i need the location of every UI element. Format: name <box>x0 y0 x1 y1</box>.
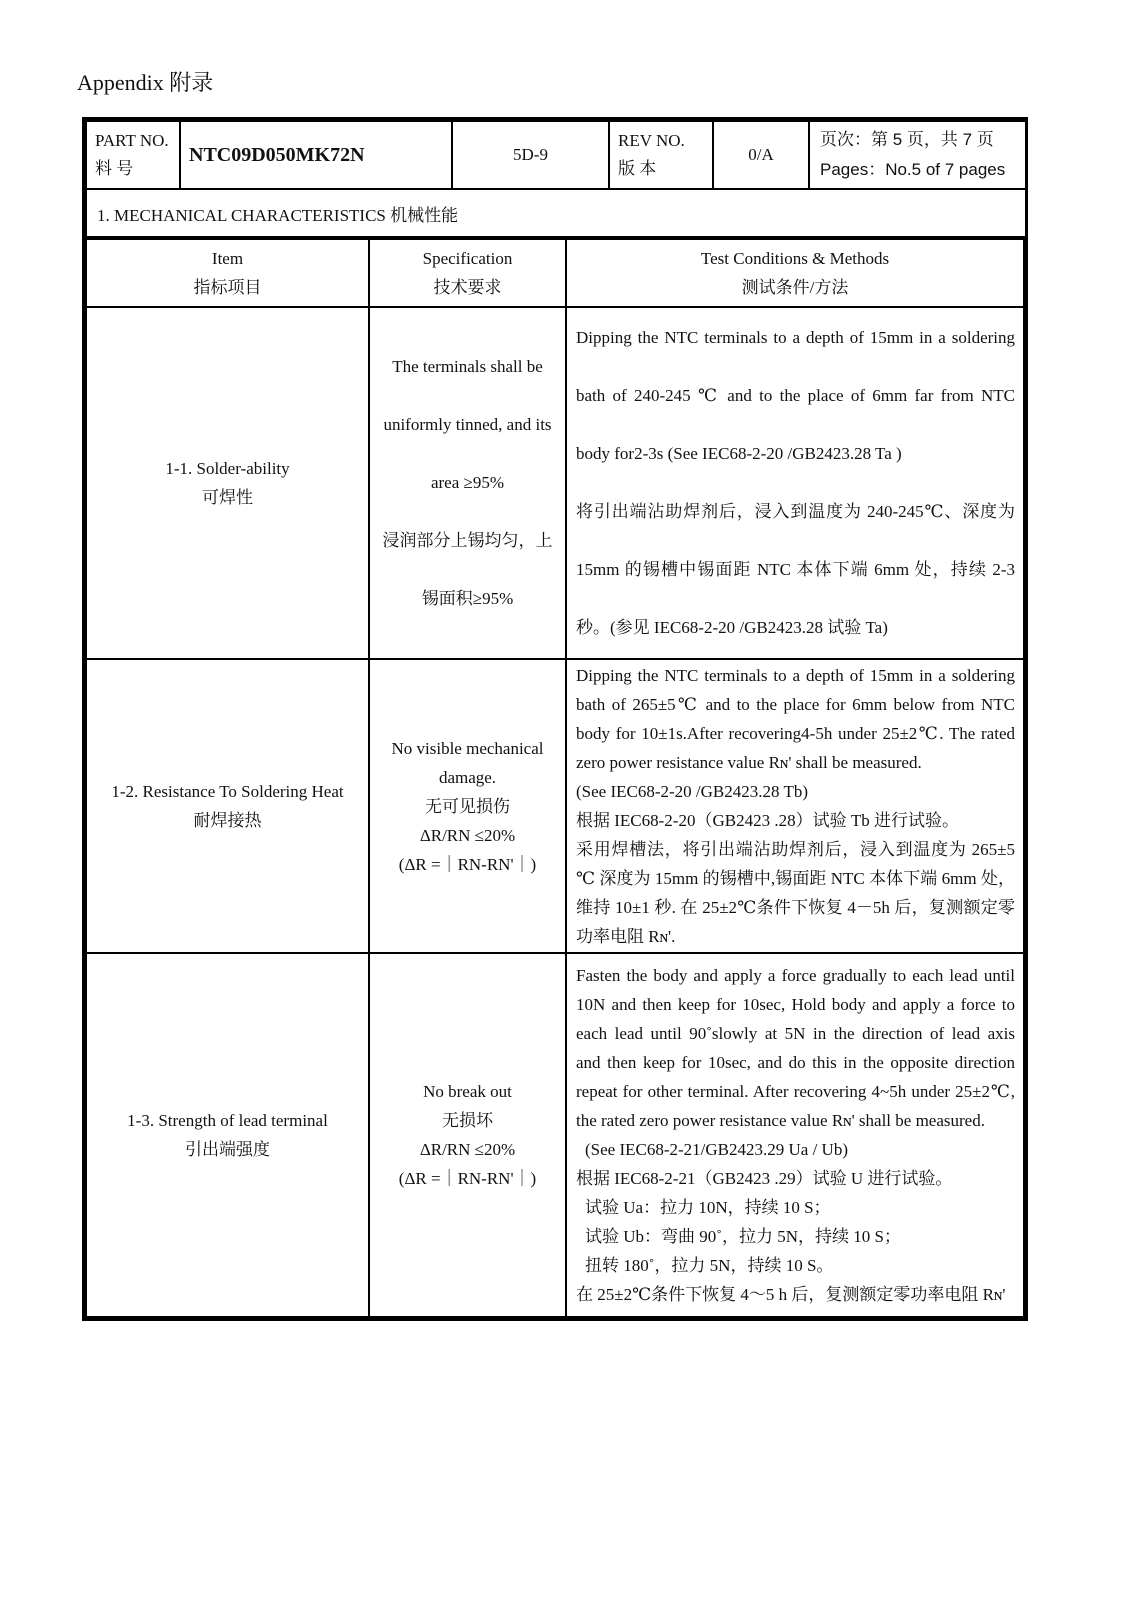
test-line: (See IEC68-2-21/GB2423.29 Ua / Ub) <box>585 1140 848 1159</box>
rev-value: 0/A <box>713 121 809 189</box>
test-line: each lead until 90˚slowly at 5N in the direction of lead axis <box>576 1024 1015 1043</box>
test-line: 根据 IEC68-2-20（GB2423 .28）试验 Tb 进行试验。 <box>576 811 959 830</box>
test-line: zero power resistance value Rɴ' shall be measured. <box>576 753 922 772</box>
test-line: Fasten the body and apply a force gradually to each lead until <box>576 966 1015 985</box>
test-line: 根据 IEC68-2-21（GB2423 .29）试验 U 进行试验。 <box>576 1169 953 1188</box>
test-line: 试验 Ub：弯曲 90˚，拉力 5N，持续 10 S； <box>585 1227 901 1246</box>
test-line: 将引出端沾助焊剂后，浸入到温度为 240-245℃、深度为 <box>576 502 1015 521</box>
table-row <box>86 307 1024 659</box>
page-info-cn: 页次：第 5 页，共 7 页 <box>820 130 994 149</box>
test-line: Dipping the NTC terminals to a depth of 15mm in a soldering <box>576 328 1015 347</box>
header-table <box>85 120 1027 238</box>
test-line: 试验 Ua：拉力 10N，持续 10 S； <box>585 1198 831 1217</box>
item-name-en: 1-3. Strength of lead terminal <box>127 1111 328 1130</box>
spec-line: No break out <box>423 1082 512 1101</box>
spec-line: ΔR/RN ≤20% <box>419 825 516 845</box>
spec-line: uniformly tinned, and its <box>383 415 552 434</box>
test-line: 10N and then keep for 10sec, Hold body and apply a force to <box>576 995 1015 1014</box>
part-no: NTC09D050MK72N <box>180 121 452 189</box>
spec-cell <box>369 659 566 953</box>
spec-cell <box>369 307 566 659</box>
spec-line: The terminals shall be <box>392 357 543 376</box>
item-cell <box>86 659 369 953</box>
col-header-spec <box>369 239 566 307</box>
test-line: (See IEC68-2-20 /GB2423.28 Tb) <box>576 782 808 801</box>
col-header-spec-cn: 技术要求 <box>433 278 502 297</box>
spec-cell <box>369 953 566 1317</box>
spec-line: ΔR/RN ≤20% <box>419 1140 516 1159</box>
rev-label: REV NO. <box>618 131 685 150</box>
part-no-label-cn: 料 号 <box>95 159 134 178</box>
rev-label-cn: 版 本 <box>618 159 657 178</box>
test-line: repeat for other terminal. After recovering 4~5h under 25±2℃, <box>576 1082 1015 1101</box>
test-line: the rated zero power resistance value Rɴ' shall be measured. <box>576 1111 985 1130</box>
appendix-title: Appendix 附录 <box>77 70 214 95</box>
col-header-item <box>86 239 369 307</box>
item-name-cn: 耐焊接热 <box>193 811 262 830</box>
col-header-test-cn: 测试条件/方法 <box>741 278 849 297</box>
spec-line: damage. <box>438 767 497 787</box>
test-line: bath of 265±5℃ and to the place for 6mm below from NTC <box>576 695 1015 714</box>
table-row <box>86 659 1024 953</box>
test-line: 维持 10±1 秒. 在 25±2℃条件下恢复 4－5h 后，复测额定零 <box>576 898 1015 917</box>
spec-line: (ΔR =｜RN-RN'｜) <box>398 854 537 874</box>
item-name-en: 1-2. Resistance To Soldering Heat <box>111 782 344 801</box>
spec-line: 无损坏 <box>442 1111 493 1130</box>
test-line: body for2-3s (See IEC68-2-20 /GB2423.28 Ta ) <box>576 444 902 463</box>
test-line: 功率电阻 Rɴ'. <box>576 927 676 946</box>
spec-line: 无可见损伤 <box>425 796 510 816</box>
col-header-spec-en: Specification <box>422 249 513 268</box>
part-no-label: PART NO. <box>95 131 169 150</box>
spec-line: (ΔR =｜RN-RN'｜) <box>398 1169 537 1188</box>
test-line: 在 25±2℃条件下恢复 4～5 h 后，复测额定零功率电阻 Rɴ' <box>576 1285 1006 1304</box>
item-name-en: 1-1. Solder-ability <box>165 459 290 478</box>
spec-line: 浸润部分上锡均匀，上 <box>382 531 553 550</box>
item-cell <box>86 953 369 1317</box>
test-line: bath of 240-245 ℃ and to the place of 6mm far from NTC <box>576 386 1015 405</box>
spec-line: 锡面积≥95% <box>421 589 514 608</box>
test-cell <box>566 307 1024 659</box>
table-row <box>86 953 1024 1317</box>
test-line: and then keep for 10sec, and do this in the opposite direction <box>576 1053 1015 1072</box>
test-cell <box>566 953 1024 1317</box>
test-line: ℃ 深度为 15mm 的锡槽中,锡面距 NTC 本体下端 6mm 处， <box>576 869 1015 888</box>
col-header-test <box>566 239 1024 307</box>
item-name-cn: 可焊性 <box>202 488 253 507</box>
col-header-item-en: Item <box>211 249 244 268</box>
page-info-en: Pages：No.5 of 7 pages <box>820 160 1006 179</box>
model-code: 5D-9 <box>452 121 609 189</box>
spec-line: area ≥95% <box>430 473 505 492</box>
section-title: 1. MECHANICAL CHARACTERISTICS 机械性能 <box>86 189 1026 237</box>
test-line: 秒。(参见 IEC68-2-20 /GB2423.28 试验 Ta) <box>576 618 888 637</box>
test-line: 15mm 的锡槽中锡面距 NTC 本体下端 6mm 处，持续 2-3 <box>576 560 1015 579</box>
item-name-cn: 引出端强度 <box>185 1140 270 1159</box>
rev-label-cell <box>609 121 713 189</box>
spec-line: No visible mechanical <box>391 738 544 758</box>
part-no-label-cell <box>86 121 180 189</box>
page-info <box>809 121 1026 189</box>
col-header-item-cn: 指标项目 <box>193 278 262 297</box>
col-header-test-en: Test Conditions & Methods <box>700 249 890 268</box>
characteristics-table <box>85 238 1025 1318</box>
test-line: Dipping the NTC terminals to a depth of 15mm in a soldering <box>576 666 1015 685</box>
test-line: 采用焊槽法，将引出端沾助焊剂后，浸入到温度为 265±5 <box>576 840 1015 859</box>
spec-sheet <box>82 117 1028 1321</box>
test-cell <box>566 659 1024 953</box>
item-cell <box>86 307 369 659</box>
test-line: 扭转 180˚，拉力 5N，持续 10 S。 <box>585 1256 834 1275</box>
test-line: body for 10±1s.After recovering4-5h under 25±2℃. The rated <box>576 724 1015 743</box>
